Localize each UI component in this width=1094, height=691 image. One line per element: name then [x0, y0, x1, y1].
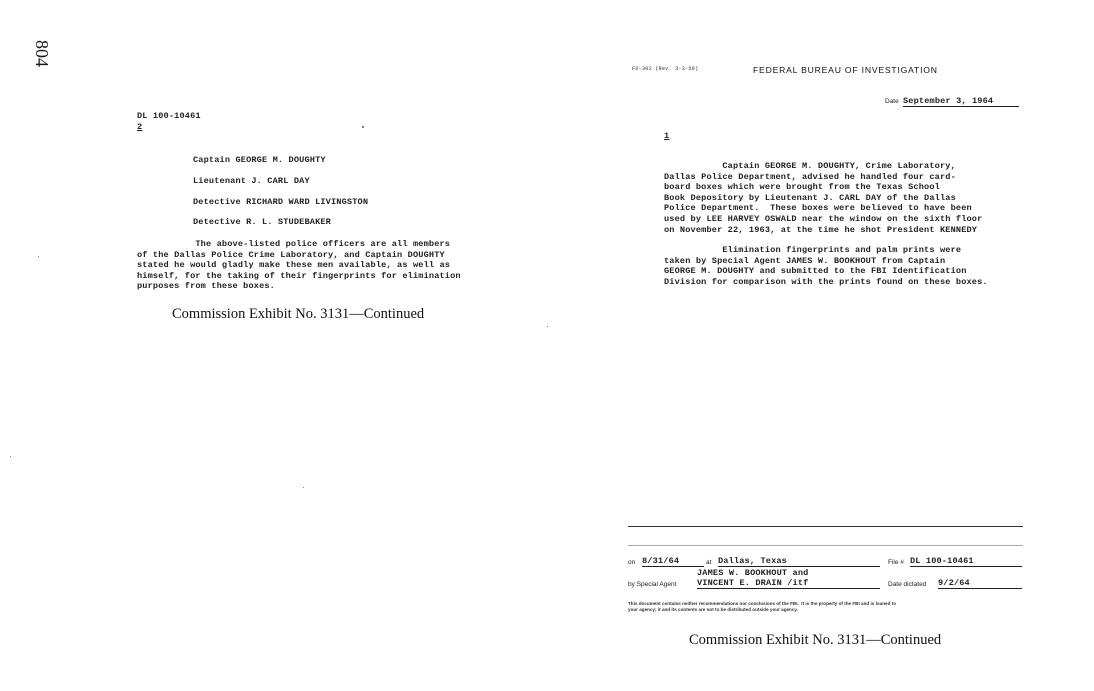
- scan-speck: [38, 256, 39, 257]
- left-page-index: 2: [137, 122, 143, 132]
- date-label: Date: [885, 98, 899, 105]
- at-label: at: [706, 559, 712, 566]
- left-paragraph: The above-listed police officers are all members of the Dallas Police Crime Laboratory, and Captain DOUGHTY stated he would gladly make these men available, as well as himself, for the taking of their fingerprints for elimination purposes from these boxes.: [137, 239, 461, 292]
- fbi-disclaimer: This document contains neither recommendations nor conclusions of the FBI. It is the property of the FBI and is loaned to your agency; it and its contents are not to be distributed outside your agency.: [628, 601, 896, 612]
- at-value: Dallas, Texas: [718, 556, 880, 567]
- agent-label: by Special Agent: [628, 581, 677, 588]
- page-number: 804: [32, 40, 52, 67]
- left-caption-text: Commission Exhibit No. 3131—Continued: [172, 306, 425, 322]
- left-caption: [172, 306, 424, 323]
- footer-top-rule: [628, 526, 1023, 527]
- officer-item: Detective R. L. STUDEBAKER: [193, 217, 331, 227]
- footer-second-rule: [628, 545, 1023, 546]
- dictated-label: Date dictated: [888, 581, 927, 588]
- scan-speck: [362, 126, 364, 128]
- left-file-number: DL 100-10461: [137, 111, 201, 121]
- officer-item: Captain GEORGE M. DOUGHTY: [193, 155, 326, 165]
- date-value: September 3, 1964: [903, 96, 1019, 107]
- officer-item: Detective RICHARD WARD LIVINGSTON: [193, 197, 369, 207]
- scan-speck: [303, 487, 304, 488]
- on-value: 8/31/64: [642, 556, 704, 567]
- dictated-value: 9/2/64: [938, 578, 1022, 589]
- scan-speck: [547, 326, 548, 327]
- file-label: File #: [888, 559, 904, 566]
- officer-item: Lieutenant J. CARL DAY: [193, 176, 310, 186]
- on-label: on: [628, 559, 636, 566]
- file-value: DL 100-10461: [910, 556, 1022, 567]
- agency-title: FEDERAL BUREAU OF INVESTIGATION: [753, 65, 938, 75]
- right-caption-text: Commission Exhibit No. 3131—Continued: [689, 632, 942, 648]
- agent-line-2: VINCENT E. DRAIN /itf: [697, 578, 880, 589]
- form-code: FD-302 (Rev. 3-3-59): [632, 66, 699, 72]
- right-page-index: 1: [664, 131, 670, 141]
- agent-line-1: JAMES W. BOOKHOUT and: [697, 568, 809, 578]
- right-caption: [689, 632, 941, 649]
- right-paragraph-2: Elimination fingerprints and palm prints were taken by Special Agent JAMES W. BOOKHOUT from Captain GEORGE M. DOUGHTY and submitted to the FBI Identification Division for comparison with the prints found on these boxes.: [664, 245, 988, 287]
- right-paragraph-1: Captain GEORGE M. DOUGHTY, Crime Laboratory, Dallas Police Department, advised he handled four card- board boxes which were brought from the Texas School Book Depository by Lieutenant J. CARL DAY of the Dallas Police Department. These boxes were believed to have been used by LEE HARVEY OSWALD near the window on the sixth floor on November 22, 1963, at the time he shot President KENNEDY: [664, 161, 983, 235]
- scan-speck: [10, 456, 11, 457]
